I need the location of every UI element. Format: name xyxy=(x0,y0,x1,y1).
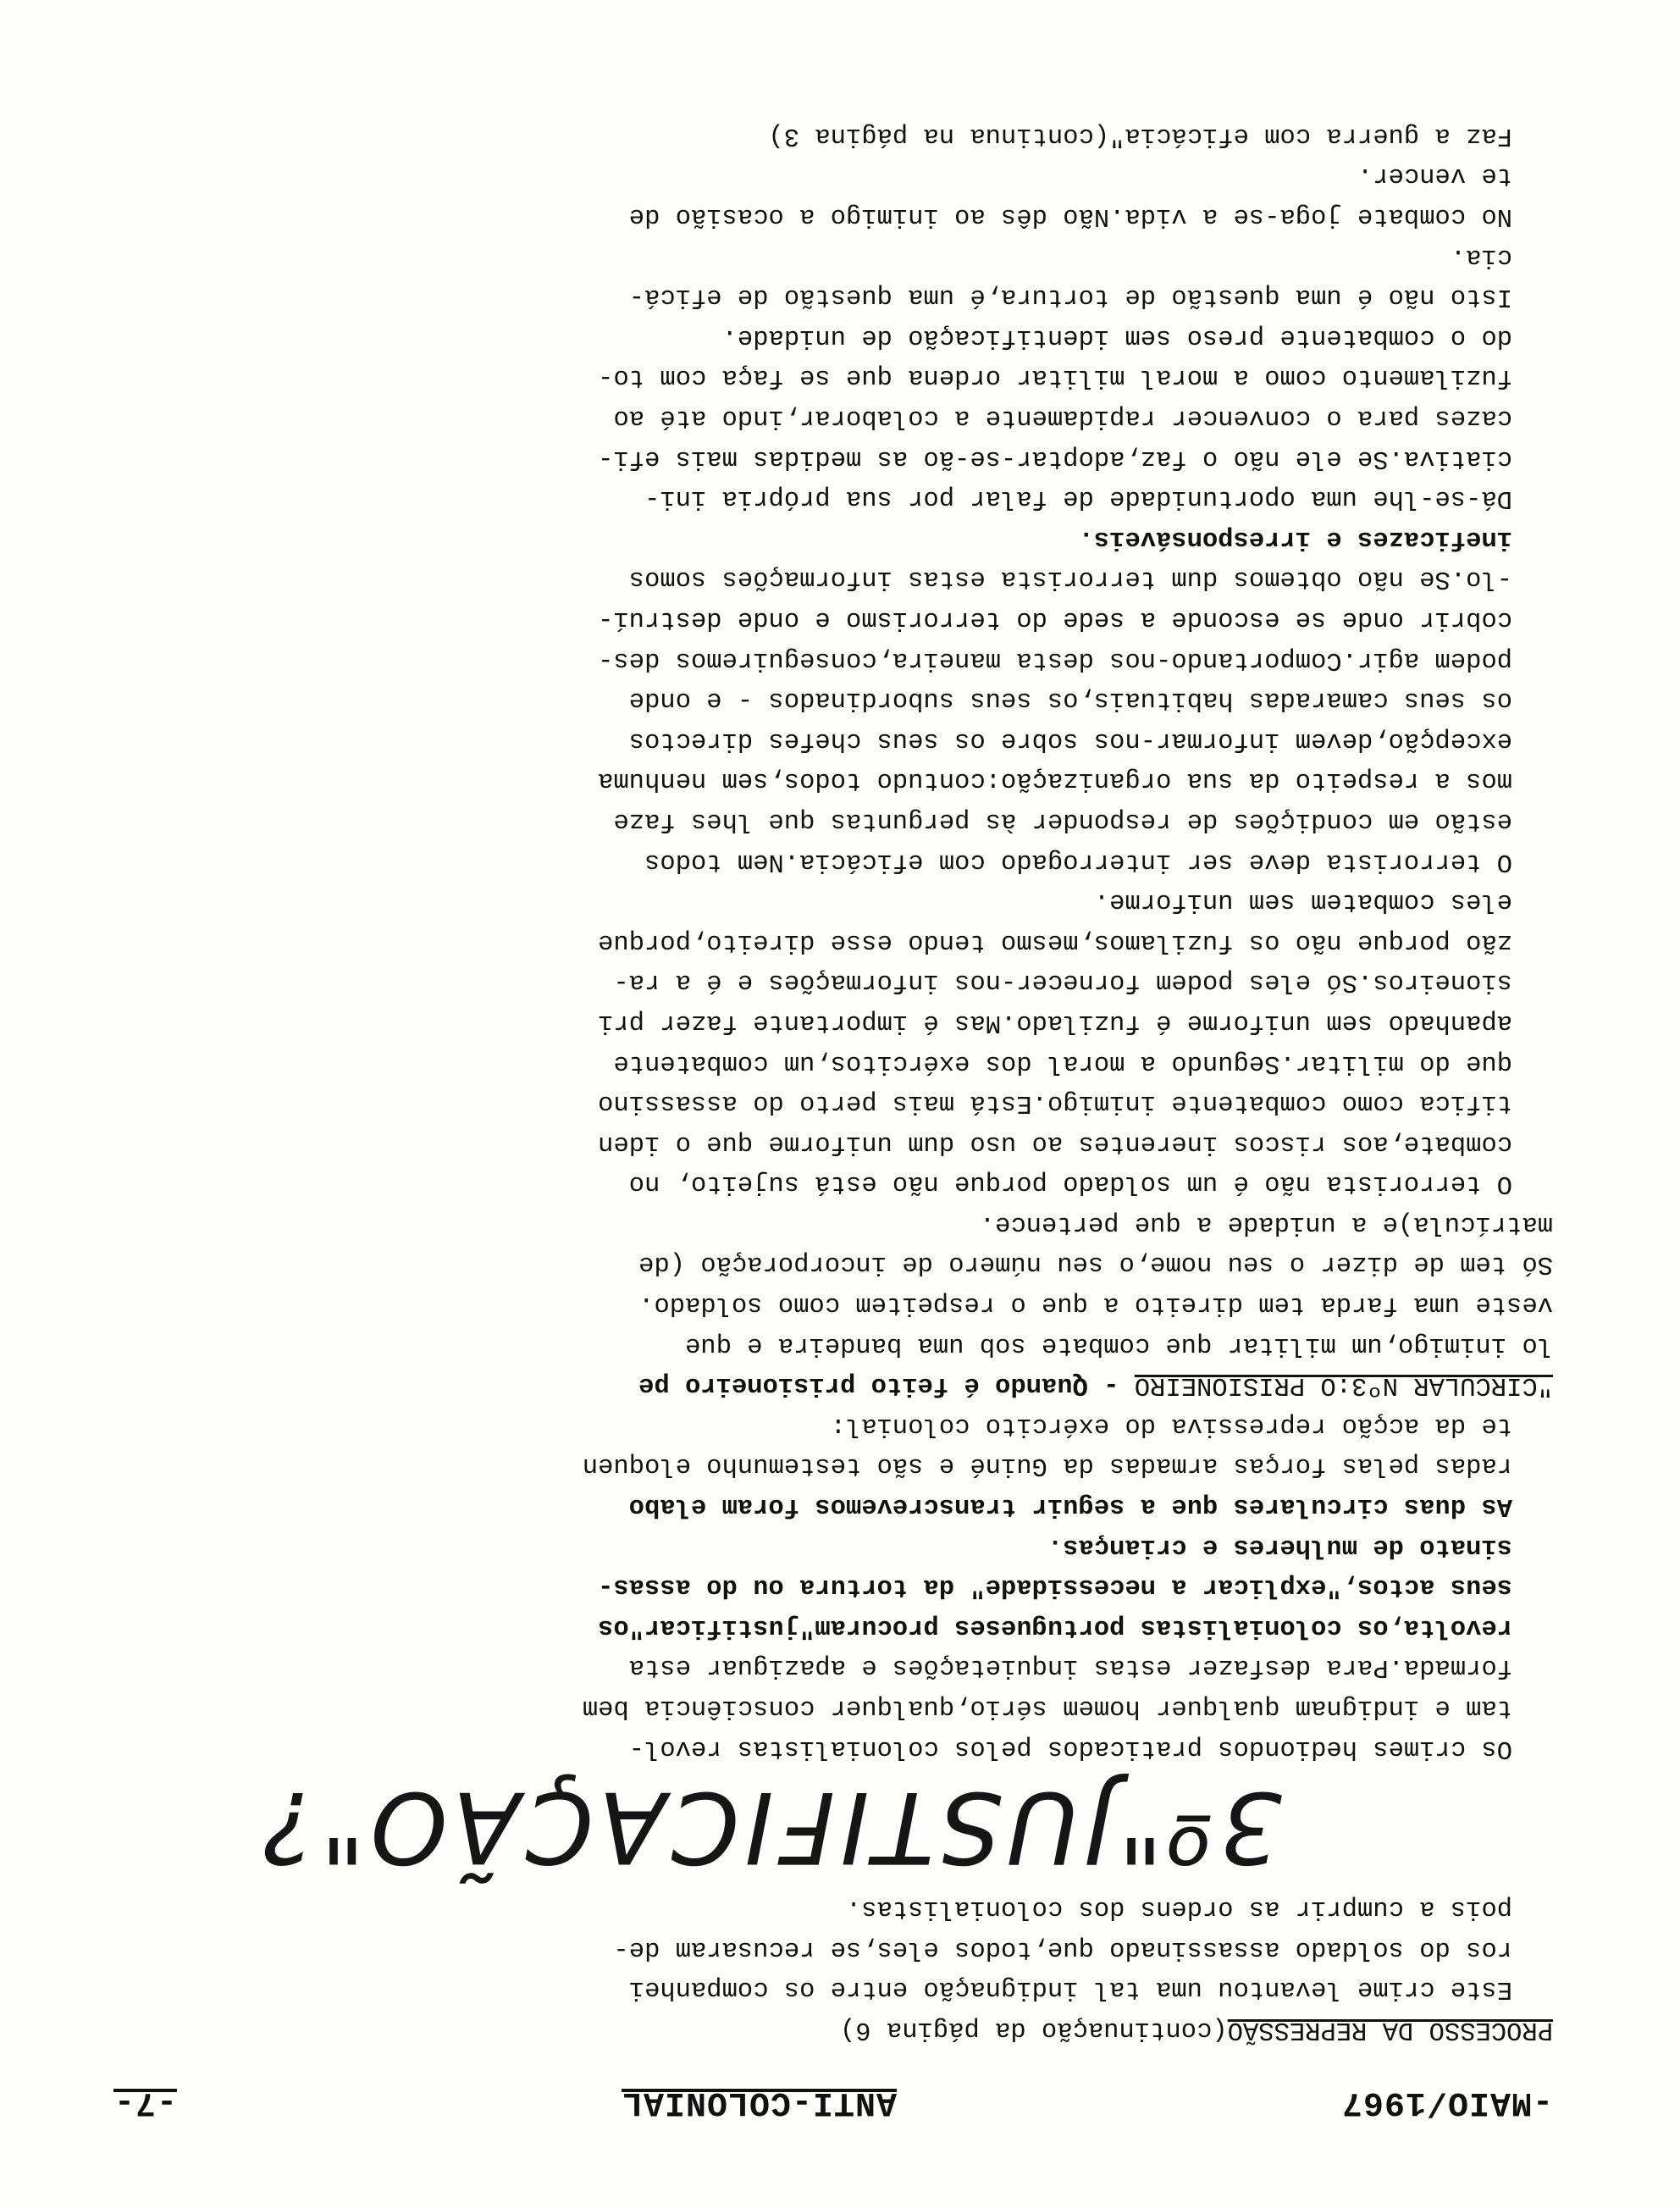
circular-paragraph-3 xyxy=(113,518,1553,880)
text-line: os seus camaradas habituais,os seus subordinados - e onde xyxy=(628,685,1512,715)
text-line: estão em condições de responder às perguntas que lhes faze xyxy=(613,806,1512,835)
text-line: ciativa.Se ele não o faz,adoptar-se-ão as medidas mais efi- xyxy=(598,443,1512,473)
text-line: radas pelas forças armadas da Guiné e são testemunho eloquen xyxy=(582,1451,1512,1481)
page-header xyxy=(113,2083,1553,2121)
continuation-paragraph xyxy=(113,1888,1553,2009)
circular-paragraph-7 xyxy=(113,114,1553,155)
text-line: Dá-se-lhe uma oportunidade de falar por sua própria ini- xyxy=(644,484,1512,513)
text-line: formada.Para desfazer estas inquietações e apaziguar esta xyxy=(628,1653,1512,1682)
text-line: excepção,devem informar-nos sobre os seus chefes directos xyxy=(628,725,1512,755)
text-line: Este crime levantou uma tal indignação entre os companhei xyxy=(628,1974,1512,2004)
text-line: Só tem de dizer o seu nome,o seu número de incorporação (de xyxy=(638,1249,1553,1279)
text-line: que do militar.Segundo a moral dos exércitos,um combatente xyxy=(613,1048,1512,1077)
continuation-heading xyxy=(113,2008,1553,2049)
section-title: 3º"JUSTIFICAÇÃO"? xyxy=(257,1769,1282,1884)
circulars-intro-paragraph xyxy=(113,1404,1553,1525)
text-line: cia. xyxy=(1450,241,1512,271)
text-line: tifica como combatente inimigo.Está mais perto do assassino xyxy=(598,1088,1512,1118)
page-number: -7- xyxy=(113,2083,178,2121)
issue-date: -MAIO/1967 xyxy=(1340,2083,1553,2121)
text-line: Isto não é uma questão de tortura,é uma questão de eficá- xyxy=(628,282,1512,312)
text-line: tam e indignam qualquer homem sério,qualquer consciência bem xyxy=(582,1693,1512,1723)
text-line: sioneiros.Só eles podem fornecer-nos informações e é a ra- xyxy=(613,967,1512,997)
text-line: -lo.Se não obtemos dum terrorista estas informações somos xyxy=(628,564,1512,594)
text-line: No combate joga-se a vida.Não dês ao inimigo a ocasião de xyxy=(628,202,1512,231)
text-line: Os crimes hediondos praticados pelos colonialistas revol- xyxy=(628,1733,1512,1763)
text-line: lo inimigo,um militar que combate sob uma bandeira e que xyxy=(685,1330,1553,1359)
text-line: sinato de mulheres e crianças. xyxy=(1047,1531,1512,1561)
text-line: fuzilamento como a moral militar ordena que se faça com to- xyxy=(598,363,1512,392)
text-line: te da acção repressiva do exército colonial: xyxy=(830,1410,1512,1440)
circular-paragraph-6 xyxy=(113,155,1553,235)
text-line: combate,aos riscos inerentes ao uso dum uniforme que o iden xyxy=(598,1128,1512,1158)
text-line: do o combatente preso sem identificação de unidade. xyxy=(721,322,1512,352)
text-line: O terrorista não é um soldado porque não está sujeito, no xyxy=(628,1169,1512,1199)
continuation-title: PROCESSO DA REPRESSÃO xyxy=(1227,2015,1553,2044)
circular-paragraph-2 xyxy=(113,881,1553,1204)
intro-paragraph xyxy=(113,1525,1553,1768)
text-line: seus actos,"explicar a necessidade" da tortura ou do assas- xyxy=(598,1572,1512,1602)
text-line: podem agir.Comportando-nos desta maneira,conseguiremos des- xyxy=(598,645,1512,674)
publication-title: ANTI-COLONIAL xyxy=(621,2083,898,2121)
text-line: zão porque não os fuzilamos,mesmo tendo esse direito,porque xyxy=(598,927,1512,956)
text-line: ineficazes e irresponsáveis. xyxy=(1078,523,1512,553)
continuation-note: (continuação da página 6) xyxy=(840,2015,1228,2044)
circular-paragraph-1 xyxy=(113,1203,1553,1404)
text-line: cazes para o convencer rapidamente a colaborar,indo até ao xyxy=(613,403,1512,433)
text-line: eles combatem sem uniforme. xyxy=(1093,887,1512,916)
text-line: Faz a guerra com eficácia"(continua na página 3) xyxy=(768,120,1512,150)
text-line: pois a cumprir as ordens dos colonialistas. xyxy=(845,1894,1512,1924)
page-content xyxy=(113,114,1553,2121)
text-line: cobrir onde se esconde a sede do terrorismo e onde destruí- xyxy=(598,605,1512,634)
text-line: - Quando é feito prisioneiro pe xyxy=(638,1370,1135,1400)
circular-paragraph-5 xyxy=(113,235,1553,316)
text-line: As duas circulares que a seguir transcrevemos foram elabo xyxy=(628,1492,1512,1521)
text-line: revolta,os colonialistas portugueses procuram"justificar"os xyxy=(598,1612,1512,1642)
text-line: te vencer. xyxy=(1357,161,1512,191)
circular-title: "CIRCULAR Nº3:O PRISIONEIRO xyxy=(1134,1370,1553,1400)
text-line: matrícula)e a unidade a que pertence. xyxy=(979,1209,1553,1238)
text-line: mos a respeito da sua organização:contudo todos,sem nenhuma xyxy=(598,766,1512,795)
text-line: veste uma farda tem direito a que o respeitem como soldado. xyxy=(638,1290,1553,1320)
circular-paragraph-4 xyxy=(113,316,1553,518)
text-line: apanhado sem uniforme é fuzilado.Mas é importante fazer pri xyxy=(598,1007,1512,1037)
text-line: ros do soldado assassinado que,todos eles,se recusaram de- xyxy=(613,1934,1512,1963)
text-line: O terrorista deve ser interrogado com eficácia.Nem todos xyxy=(644,846,1512,876)
